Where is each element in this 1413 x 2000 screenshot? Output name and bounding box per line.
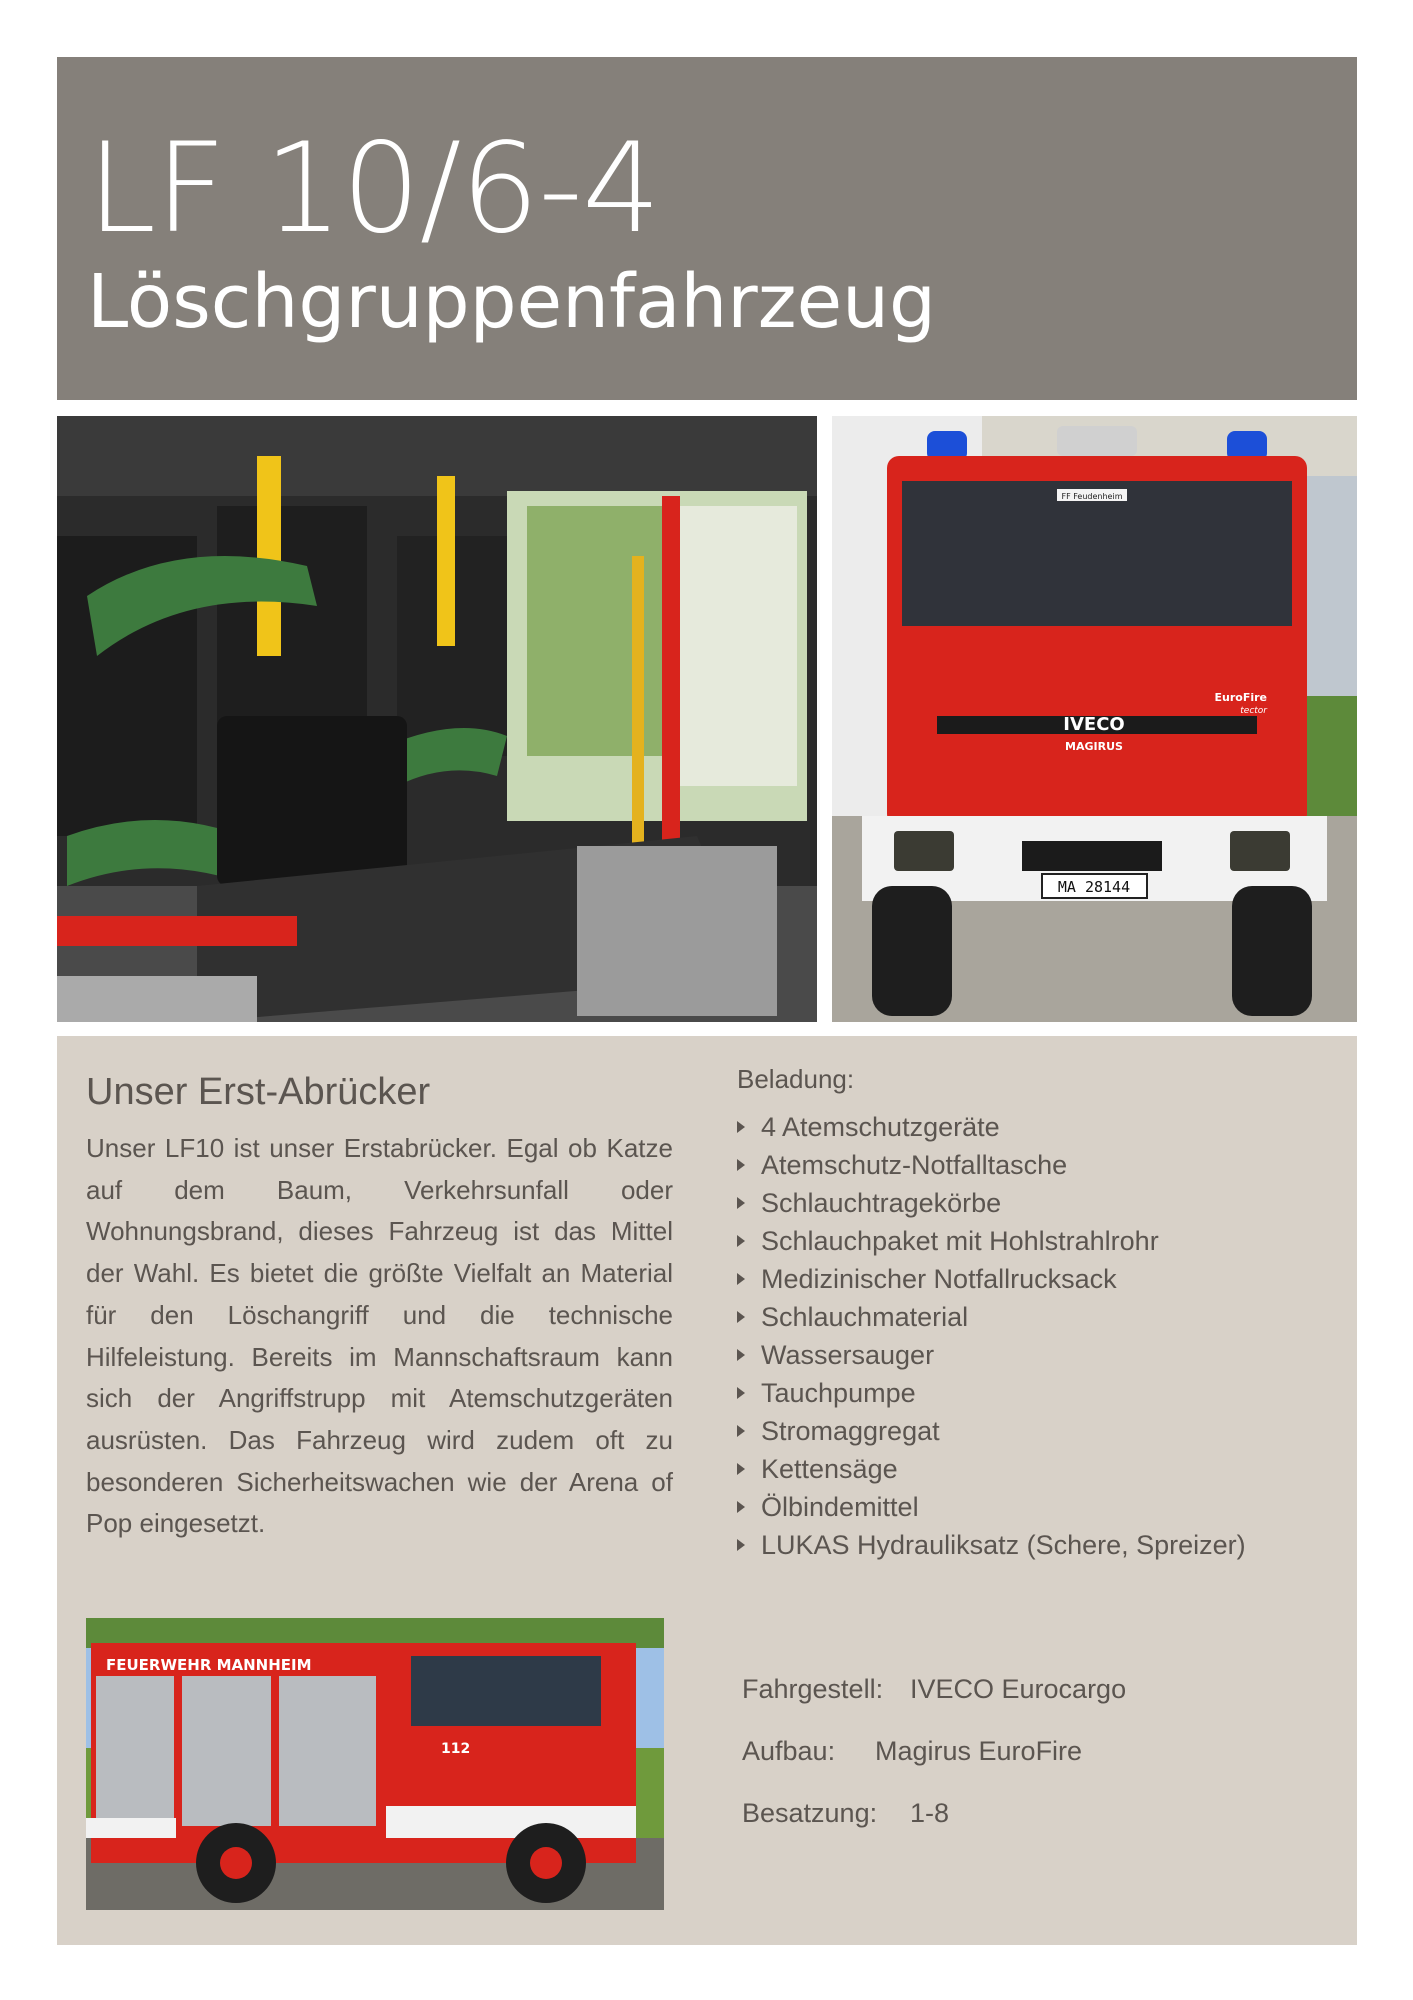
loading-list [737, 1108, 1246, 1564]
spec-crew: Besatzung: 1-8 [742, 1798, 950, 1828]
brand-logo-text: IVECO [1063, 714, 1125, 735]
bullet-triangle-icon [737, 1349, 745, 1361]
list-item: Medizinischer Notfallrucksack [737, 1260, 1246, 1298]
bullet-triangle-icon [737, 1311, 745, 1323]
spec-body: Aufbau: Magirus EuroFire [742, 1736, 1083, 1766]
list-item: Atemschutz-Notfalltasche [737, 1146, 1246, 1184]
crew-cab-interior-photo [57, 416, 817, 1022]
bullet-triangle-icon [737, 1387, 745, 1399]
page-subtitle: Löschgruppenfahrzeug [87, 259, 936, 345]
windshield-sticker-text: FF Feudenheim [1061, 492, 1123, 501]
list-item: Kettensäge [737, 1450, 1246, 1488]
brand-sub-text: MAGIRUS [1065, 740, 1123, 753]
bullet-triangle-icon [737, 1539, 745, 1551]
bullet-triangle-icon [737, 1121, 745, 1133]
vehicle-number-text: 112 [441, 1741, 471, 1757]
bullet-triangle-icon [737, 1463, 745, 1475]
list-item: Schlauchtragekörbe [737, 1184, 1246, 1222]
bullet-triangle-icon [737, 1197, 745, 1209]
model-text: EuroFire [1214, 691, 1267, 704]
list-item: LUKAS Hydrauliksatz (Schere, Spreizer) [737, 1526, 1246, 1564]
license-plate-text: MA 28144 [1057, 878, 1131, 896]
list-item: Schlauchpaket mit Hohlstrahlrohr [737, 1222, 1246, 1260]
intro-text: Unser LF10 ist unser Erstabrücker. Egal ob Katze auf dem Baum, Verkehrsunfall oder Wohnungsbrand, dieses Fahrzeug ist das Mittel der Wahl. Es bietet die größte Vielfalt an Material für den Löschangriff und die technische Hilfeleistung. Bereits im Mannschaftsraum kann sich der Angriffstrupp mit Atemschutzgeräten ausrüsten. Das Fahrzeug wird zudem oft zu besonderen Sicherheitswachen wie der Arena of Pop eingesetzt. [86, 1133, 673, 1539]
loading-title: Beladung: [737, 1064, 855, 1094]
page-title: LF 10/6-4 [87, 117, 660, 261]
list-item: Ölbindemittel [737, 1488, 1246, 1526]
list-item: Schlauchmaterial [737, 1298, 1246, 1336]
list-item: 4 Atemschutzgeräte [737, 1108, 1246, 1146]
list-item: Wassersauger [737, 1336, 1246, 1374]
vehicle-side-photo [86, 1618, 664, 1910]
info-panel [57, 1036, 1357, 1945]
door-lettering-text: FEUERWEHR MANNHEIM [106, 1656, 312, 1674]
list-item: Stromaggregat [737, 1412, 1246, 1450]
bullet-triangle-icon [737, 1235, 745, 1247]
spec-chassis: Fahrgestell: IVECO Eurocargo [742, 1674, 1127, 1704]
bullet-triangle-icon [737, 1273, 745, 1285]
bullet-triangle-icon [737, 1159, 745, 1171]
specs-block [742, 1674, 1126, 1860]
bullet-triangle-icon [737, 1501, 745, 1513]
bullet-triangle-icon [737, 1425, 745, 1437]
vehicle-front-photo [832, 416, 1357, 1022]
intro-heading: Unser Erst-Abrücker [86, 1071, 431, 1113]
model-sub-text: tector [1240, 706, 1267, 716]
header-banner [57, 57, 1357, 400]
list-item: Tauchpumpe [737, 1374, 1246, 1412]
